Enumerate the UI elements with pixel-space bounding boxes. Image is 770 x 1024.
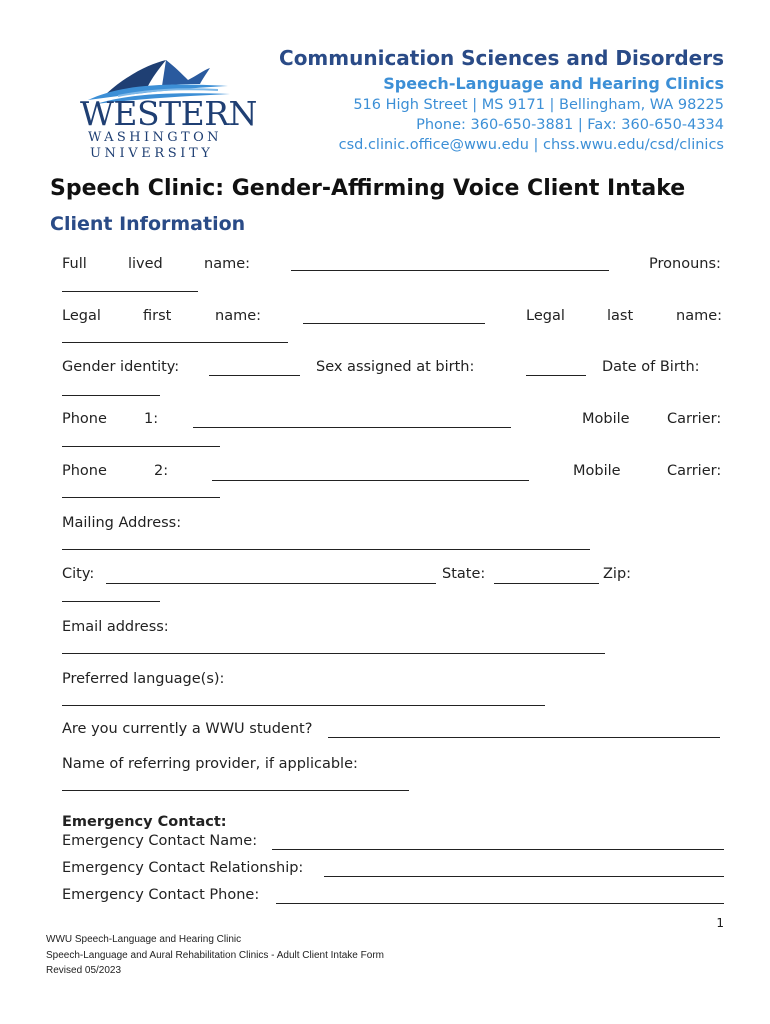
pronouns-label: Pronouns: [649,256,721,272]
language-label: Preferred language(s): [62,671,225,687]
logo-text-university: UNIVERSITY [90,146,214,161]
state-label: State: [442,566,486,582]
contact-line: csd.clinic.office@wwu.edu | chss.wwu.edu/csd/clinics [338,137,724,153]
legal-last-name-label-word1: Legal [526,308,565,324]
emergency-name-field[interactable] [272,849,724,850]
mobile-carrier1-field[interactable] [62,446,220,447]
section-title: Client Information [50,213,246,235]
full-lived-name-label-word2: lived [128,256,163,272]
phone2-label-word1: Phone [62,463,107,479]
full-lived-name-label-word3: name: [204,256,251,272]
mailing-address-field[interactable] [62,549,590,550]
phone2-field[interactable] [212,480,529,481]
full-lived-name-label-word1: Full [62,256,87,272]
emergency-relationship-label: Emergency Contact Relationship: [62,860,304,876]
pronouns-field[interactable] [62,291,198,292]
dob-field[interactable] [62,395,160,396]
phone1-label-word1: Phone [62,411,107,427]
mobile-carrier1-label-word2: Carrier: [667,411,722,427]
emergency-relationship-field[interactable] [324,876,724,877]
phone2-label-word2: 2: [154,463,169,479]
legal-last-name-label-word2: last [607,308,634,324]
legal-last-name-label-word3: name: [676,308,723,324]
wwu-student-label: Are you currently a WWU student? [62,721,313,737]
phone1-label-word2: 1: [144,411,159,427]
email-field[interactable] [62,653,605,654]
phone1-field[interactable] [193,427,511,428]
mailing-address-label: Mailing Address: [62,515,182,531]
sex-assigned-label: Sex assigned at birth: [316,359,475,375]
page-number: 1 [716,916,724,930]
gender-identity-field[interactable] [209,375,300,376]
zip-field[interactable] [62,601,160,602]
address-line: 516 High Street | MS 9171 | Bellingham, WA 98225 [353,97,724,113]
logo-text-western: WESTERN [80,94,257,133]
mobile-carrier2-label-word2: Carrier: [667,463,722,479]
form-title: Speech Clinic: Gender-Affirming Voice Client Intake [50,176,686,201]
full-lived-name-field[interactable] [291,270,609,271]
legal-first-name-label-word3: name: [215,308,262,324]
phone-fax-line: Phone: 360-650-3881 | Fax: 360-650-4334 [416,117,724,133]
sex-assigned-field[interactable] [526,375,586,376]
footer-line-1: WWU Speech-Language and Hearing Clinic [46,934,242,945]
email-label: Email address: [62,619,169,635]
mobile-carrier2-field[interactable] [62,497,220,498]
wwu-student-field[interactable] [328,737,720,738]
city-field[interactable] [106,583,436,584]
mobile-carrier1-label-word1: Mobile [582,411,630,427]
wwu-logo [78,56,257,164]
zip-label: Zip: [603,566,632,582]
footer-line-2: Speech-Language and Aural Rehabilitation Clinics - Adult Client Intake Form [46,950,384,961]
legal-first-name-label-word1: Legal [62,308,101,324]
state-field[interactable] [494,583,599,584]
emergency-phone-field[interactable] [276,903,724,904]
footer-line-3: Revised 05/2023 [46,965,122,976]
legal-last-name-field[interactable] [62,342,288,343]
clinics-subtitle: Speech-Language and Hearing Clinics [383,74,724,93]
emergency-name-label: Emergency Contact Name: [62,833,258,849]
referring-provider-field[interactable] [62,790,409,791]
mobile-carrier2-label-word1: Mobile [573,463,621,479]
emergency-phone-label: Emergency Contact Phone: [62,887,260,903]
referring-provider-label: Name of referring provider, if applicable: [62,756,358,772]
department-title: Communication Sciences and Disorders [279,46,724,70]
dob-label: Date of Birth: [602,359,700,375]
logo-text-washington: WASHINGTON [88,130,222,145]
legal-first-name-field[interactable] [303,323,485,324]
city-label: City: [62,566,95,582]
legal-first-name-label-word2: first [143,308,172,324]
language-field[interactable] [62,705,545,706]
emergency-contact-heading: Emergency Contact: [62,814,227,830]
gender-identity-label: Gender identity: [62,359,180,375]
